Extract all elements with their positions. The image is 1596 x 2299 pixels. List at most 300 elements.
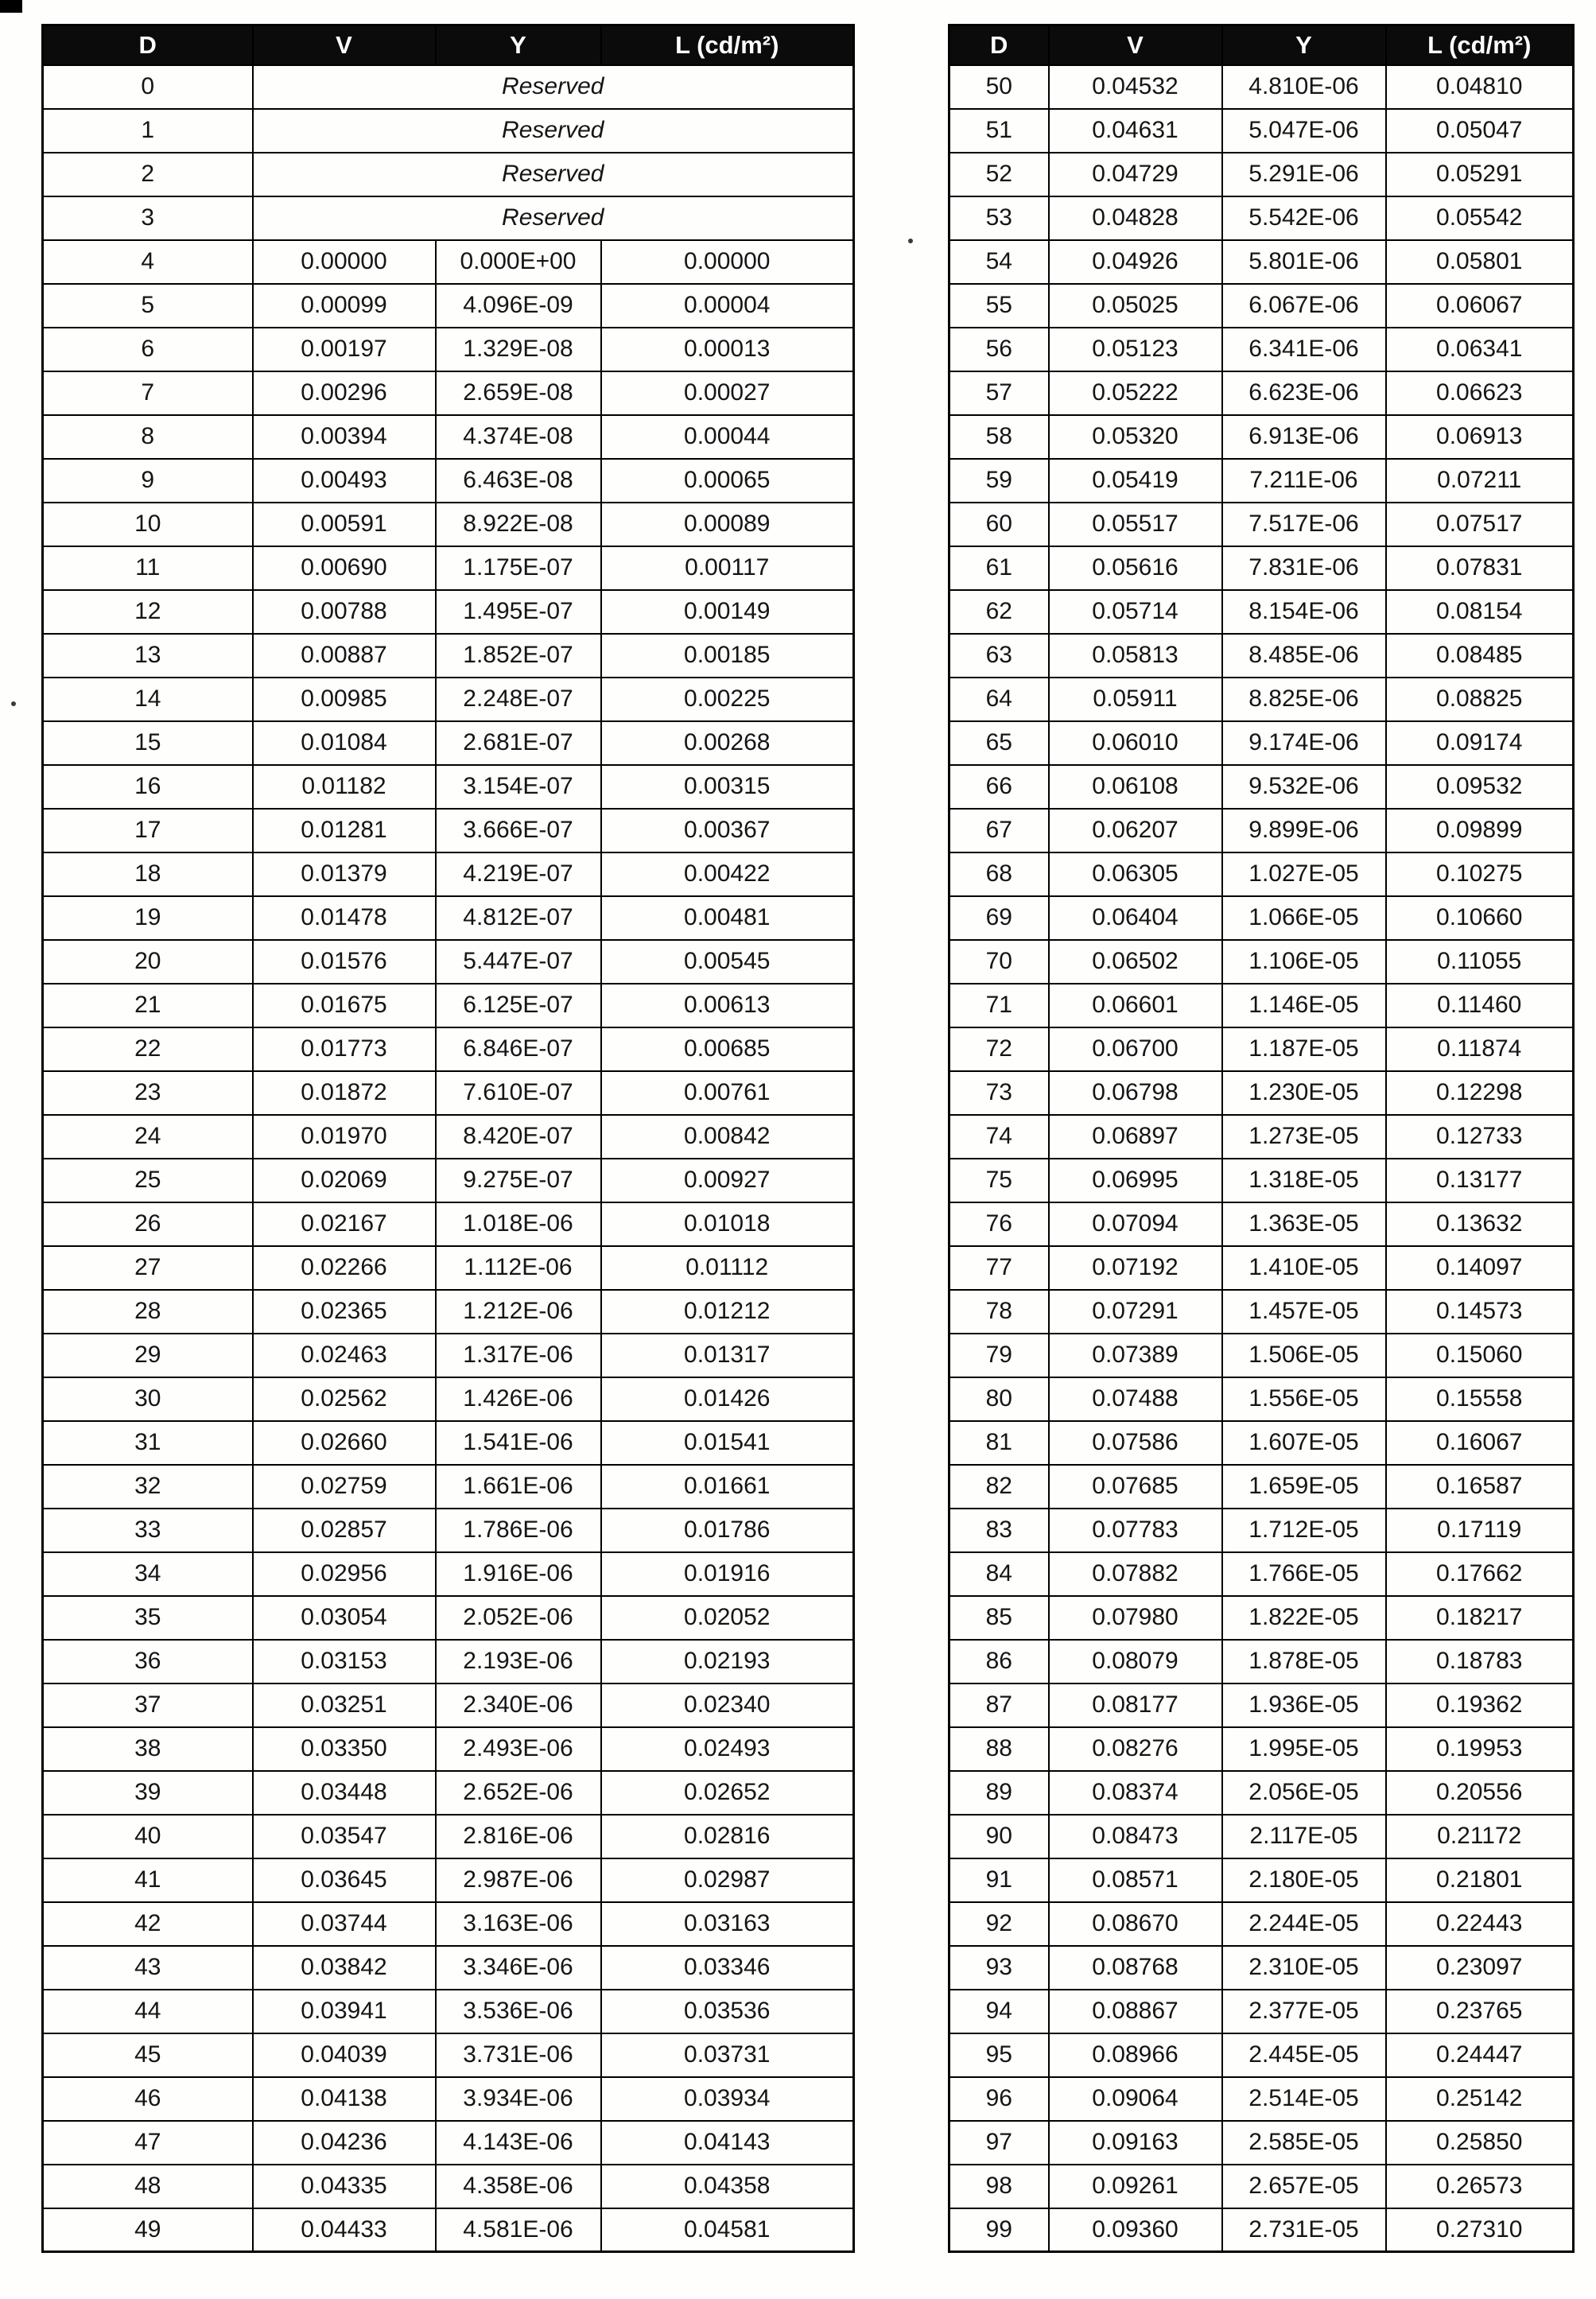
table-row [43, 503, 854, 546]
table-row [43, 1990, 854, 2033]
table-row [43, 1159, 854, 1202]
cell-v: 0.02857 [253, 1509, 436, 1552]
table-row [43, 1858, 854, 1902]
cell-y: 7.831E-06 [1222, 546, 1386, 590]
table-row [949, 1552, 1574, 1596]
table-row [43, 196, 854, 240]
cell-v: 0.02167 [253, 1202, 436, 1246]
cell-v: 0.05222 [1049, 371, 1222, 415]
cell-code: 29 [43, 1334, 253, 1377]
cell-v: 0.05123 [1049, 328, 1222, 371]
cell-code: 89 [949, 1771, 1049, 1815]
cell-y: 8.922E-08 [436, 503, 601, 546]
cell-luminance: 0.05047 [1386, 109, 1574, 153]
cell-luminance: 0.05801 [1386, 240, 1574, 284]
cell-luminance: 0.05291 [1386, 153, 1574, 196]
cell-luminance: 0.03934 [601, 2077, 854, 2121]
table-row [949, 415, 1574, 459]
cell-v: 0.04039 [253, 2033, 436, 2077]
cell-y: 5.047E-06 [1222, 109, 1386, 153]
cell-luminance: 0.04143 [601, 2121, 854, 2165]
cell-code: 18 [43, 852, 253, 896]
cell-v: 0.06897 [1049, 1115, 1222, 1159]
cell-luminance: 0.00613 [601, 984, 854, 1027]
cell-y: 1.936E-05 [1222, 1683, 1386, 1727]
cell-y: 8.154E-06 [1222, 590, 1386, 634]
cell-y: 3.154E-07 [436, 765, 601, 809]
cell-code: 84 [949, 1552, 1049, 1596]
cell-v: 0.03251 [253, 1683, 436, 1727]
cell-code: 48 [43, 2165, 253, 2208]
cell-v: 0.07389 [1049, 1334, 1222, 1377]
cell-luminance: 0.09532 [1386, 765, 1574, 809]
cell-y: 1.230E-05 [1222, 1071, 1386, 1115]
cell-y: 8.485E-06 [1222, 634, 1386, 678]
cell-code: 85 [949, 1596, 1049, 1640]
cell-v: 0.06995 [1049, 1159, 1222, 1202]
table-row [43, 153, 854, 196]
cell-v: 0.05813 [1049, 634, 1222, 678]
table-row [949, 1290, 1574, 1334]
cell-code: 4 [43, 240, 253, 284]
cell-v: 0.01182 [253, 765, 436, 809]
cell-luminance: 0.00044 [601, 415, 854, 459]
table-row [949, 1902, 1574, 1946]
table-row [949, 1334, 1574, 1377]
table-row [949, 1202, 1574, 1246]
cell-luminance: 0.02193 [601, 1640, 854, 1683]
cell-y: 1.318E-05 [1222, 1159, 1386, 1202]
table-row [43, 371, 854, 415]
cell-code: 59 [949, 459, 1049, 503]
cell-luminance: 0.07517 [1386, 503, 1574, 546]
cell-code: 32 [43, 1465, 253, 1509]
cell-y: 2.657E-05 [1222, 2165, 1386, 2208]
cell-code: 22 [43, 1027, 253, 1071]
cell-luminance: 0.00761 [601, 1071, 854, 1115]
cell-code: 47 [43, 2121, 253, 2165]
cell-y: 1.556E-05 [1222, 1377, 1386, 1421]
cell-v: 0.06601 [1049, 984, 1222, 1027]
cell-v: 0.07980 [1049, 1596, 1222, 1640]
table-row [949, 1990, 1574, 2033]
cell-v: 0.01872 [253, 1071, 436, 1115]
cell-v: 0.03842 [253, 1946, 436, 1990]
cell-v: 0.01576 [253, 940, 436, 984]
cell-code: 97 [949, 2121, 1049, 2165]
cell-v: 0.00985 [253, 678, 436, 721]
cell-v: 0.01478 [253, 896, 436, 940]
cell-code: 72 [949, 1027, 1049, 1071]
cell-y: 2.340E-06 [436, 1683, 601, 1727]
cell-luminance: 0.01426 [601, 1377, 854, 1421]
table-row [949, 809, 1574, 852]
cell-luminance: 0.00149 [601, 590, 854, 634]
cell-v: 0.01675 [253, 984, 436, 1027]
cell-luminance: 0.22443 [1386, 1902, 1574, 1946]
cell-y: 3.163E-06 [436, 1902, 601, 1946]
cell-v: 0.06404 [1049, 896, 1222, 940]
cell-y: 2.493E-06 [436, 1727, 601, 1771]
cell-v: 0.04532 [1049, 65, 1222, 109]
cell-luminance: 0.26573 [1386, 2165, 1574, 2208]
cell-code: 37 [43, 1683, 253, 1727]
table-row [949, 1159, 1574, 1202]
cell-code: 98 [949, 2165, 1049, 2208]
cell-y: 1.317E-06 [436, 1334, 601, 1377]
cell-v: 0.06010 [1049, 721, 1222, 765]
cell-v: 0.05911 [1049, 678, 1222, 721]
cell-v: 0.01084 [253, 721, 436, 765]
cell-v: 0.08473 [1049, 1815, 1222, 1858]
table-row [43, 1946, 854, 1990]
table-row [949, 1115, 1574, 1159]
table-head [43, 25, 854, 65]
cell-v: 0.04335 [253, 2165, 436, 2208]
code-table-left [41, 24, 855, 2253]
cell-luminance: 0.01786 [601, 1509, 854, 1552]
table-row [949, 1421, 1574, 1465]
cell-luminance: 0.25850 [1386, 2121, 1574, 2165]
cell-code: 95 [949, 2033, 1049, 2077]
cell-luminance: 0.16067 [1386, 1421, 1574, 1465]
cell-y: 9.174E-06 [1222, 721, 1386, 765]
table-row [43, 809, 854, 852]
table-row [949, 1509, 1574, 1552]
cell-code: 39 [43, 1771, 253, 1815]
cell-v: 0.03350 [253, 1727, 436, 1771]
cell-code: 70 [949, 940, 1049, 984]
cell-code: 2 [43, 153, 253, 196]
cell-code: 52 [949, 153, 1049, 196]
cell-luminance: 0.06913 [1386, 415, 1574, 459]
cell-code: 74 [949, 1115, 1049, 1159]
cell-y: 2.052E-06 [436, 1596, 601, 1640]
cell-v: 0.02365 [253, 1290, 436, 1334]
cell-v: 0.03153 [253, 1640, 436, 1683]
cell-code: 3 [43, 196, 253, 240]
cell-code: 80 [949, 1377, 1049, 1421]
cell-code: 90 [949, 1815, 1049, 1858]
cell-luminance: 0.00065 [601, 459, 854, 503]
table-row [949, 2165, 1574, 2208]
table-row [43, 109, 854, 153]
table-row [43, 634, 854, 678]
cell-y: 6.341E-06 [1222, 328, 1386, 371]
cell-code: 0 [43, 65, 253, 109]
cell-code: 94 [949, 1990, 1049, 2033]
table-row [43, 1640, 854, 1683]
table-row [949, 1683, 1574, 1727]
cell-v: 0.09360 [1049, 2208, 1222, 2252]
table-row [43, 1246, 854, 1290]
cell-y: 9.532E-06 [1222, 765, 1386, 809]
cell-v: 0.00394 [253, 415, 436, 459]
cell-y: 4.096E-09 [436, 284, 601, 328]
cell-y: 6.913E-06 [1222, 415, 1386, 459]
cell-code: 60 [949, 503, 1049, 546]
cell-code: 15 [43, 721, 253, 765]
cell-code: 8 [43, 415, 253, 459]
cell-luminance: 0.06623 [1386, 371, 1574, 415]
cell-y: 4.812E-07 [436, 896, 601, 940]
cell-y: 2.310E-05 [1222, 1946, 1386, 1990]
cell-v: 0.02463 [253, 1334, 436, 1377]
cell-code: 17 [43, 809, 253, 852]
cell-luminance: 0.17119 [1386, 1509, 1574, 1552]
cell-y: 1.457E-05 [1222, 1290, 1386, 1334]
cell-y: 2.731E-05 [1222, 2208, 1386, 2252]
cell-code: 51 [949, 109, 1049, 153]
cell-y: 4.358E-06 [436, 2165, 601, 2208]
cell-luminance: 0.18783 [1386, 1640, 1574, 1683]
cell-luminance: 0.15060 [1386, 1334, 1574, 1377]
luminance-code-tables [41, 24, 1575, 2253]
table-row [949, 1027, 1574, 1071]
cell-luminance: 0.15558 [1386, 1377, 1574, 1421]
table-row [949, 1071, 1574, 1115]
cell-luminance: 0.21172 [1386, 1815, 1574, 1858]
column-header-l: L (cd/m²) [1386, 25, 1574, 65]
cell-v: 0.07783 [1049, 1509, 1222, 1552]
cell-v: 0.05714 [1049, 590, 1222, 634]
cell-luminance: 0.01661 [601, 1465, 854, 1509]
cell-luminance: 0.00367 [601, 809, 854, 852]
cell-code: 26 [43, 1202, 253, 1246]
cell-v: 0.07882 [1049, 1552, 1222, 1596]
cell-v: 0.01773 [253, 1027, 436, 1071]
cell-v: 0.06207 [1049, 809, 1222, 852]
cell-v: 0.05419 [1049, 459, 1222, 503]
table-row [43, 2077, 854, 2121]
cell-v: 0.00788 [253, 590, 436, 634]
table-row [949, 328, 1574, 371]
table-row [43, 240, 854, 284]
cell-luminance: 0.03346 [601, 1946, 854, 1990]
cell-y: 4.810E-06 [1222, 65, 1386, 109]
cell-luminance: 0.06341 [1386, 328, 1574, 371]
cell-v: 0.02266 [253, 1246, 436, 1290]
cell-luminance: 0.00927 [601, 1159, 854, 1202]
cell-y: 2.652E-06 [436, 1771, 601, 1815]
cell-luminance: 0.06067 [1386, 284, 1574, 328]
cell-code: 92 [949, 1902, 1049, 1946]
cell-luminance: 0.00185 [601, 634, 854, 678]
cell-y: 1.661E-06 [436, 1465, 601, 1509]
cell-luminance: 0.02493 [601, 1727, 854, 1771]
table-row [43, 1727, 854, 1771]
cell-luminance: 0.14097 [1386, 1246, 1574, 1290]
cell-y: 1.822E-05 [1222, 1596, 1386, 1640]
cell-code: 7 [43, 371, 253, 415]
table-row [43, 1027, 854, 1071]
cell-luminance: 0.08154 [1386, 590, 1574, 634]
cell-luminance: 0.12733 [1386, 1115, 1574, 1159]
cell-code: 10 [43, 503, 253, 546]
table-body [43, 65, 854, 2252]
cell-y: 1.175E-07 [436, 546, 601, 590]
table-row [43, 1465, 854, 1509]
cell-luminance: 0.10275 [1386, 852, 1574, 896]
cell-y: 2.445E-05 [1222, 2033, 1386, 2077]
table-row [43, 1202, 854, 1246]
cell-luminance: 0.07831 [1386, 546, 1574, 590]
cell-v: 0.00887 [253, 634, 436, 678]
cell-luminance: 0.02052 [601, 1596, 854, 1640]
cell-reserved: Reserved [253, 153, 854, 196]
table-row [43, 1377, 854, 1421]
cell-y: 1.106E-05 [1222, 940, 1386, 984]
cell-v: 0.03645 [253, 1858, 436, 1902]
table-row [949, 196, 1574, 240]
cell-v: 0.02069 [253, 1159, 436, 1202]
cell-y: 2.681E-07 [436, 721, 601, 765]
cell-code: 42 [43, 1902, 253, 1946]
cell-v: 0.05025 [1049, 284, 1222, 328]
cell-code: 66 [949, 765, 1049, 809]
cell-code: 78 [949, 1290, 1049, 1334]
cell-code: 25 [43, 1159, 253, 1202]
cell-luminance: 0.00685 [601, 1027, 854, 1071]
cell-y: 1.410E-05 [1222, 1246, 1386, 1290]
cell-code: 65 [949, 721, 1049, 765]
cell-code: 62 [949, 590, 1049, 634]
scan-corner-artifact [0, 0, 22, 13]
cell-y: 1.712E-05 [1222, 1509, 1386, 1552]
cell-v: 0.02956 [253, 1552, 436, 1596]
cell-code: 68 [949, 852, 1049, 896]
cell-v: 0.02660 [253, 1421, 436, 1465]
cell-luminance: 0.01018 [601, 1202, 854, 1246]
cell-y: 2.816E-06 [436, 1815, 601, 1858]
cell-luminance: 0.17662 [1386, 1552, 1574, 1596]
cell-code: 69 [949, 896, 1049, 940]
table-row [949, 1246, 1574, 1290]
cell-code: 56 [949, 328, 1049, 371]
cell-code: 99 [949, 2208, 1049, 2252]
cell-code: 43 [43, 1946, 253, 1990]
cell-v: 0.09163 [1049, 2121, 1222, 2165]
cell-v: 0.08670 [1049, 1902, 1222, 1946]
column-header-y: Y [436, 25, 601, 65]
cell-luminance: 0.02816 [601, 1815, 854, 1858]
cell-y: 6.125E-07 [436, 984, 601, 1027]
cell-y: 6.846E-07 [436, 1027, 601, 1071]
cell-y: 1.027E-05 [1222, 852, 1386, 896]
table-row [43, 590, 854, 634]
table-header-row [43, 25, 854, 65]
cell-code: 45 [43, 2033, 253, 2077]
cell-v: 0.04236 [253, 2121, 436, 2165]
cell-code: 91 [949, 1858, 1049, 1902]
table-row [949, 1596, 1574, 1640]
table-row [949, 678, 1574, 721]
table-row [949, 984, 1574, 1027]
cell-y: 1.495E-07 [436, 590, 601, 634]
cell-luminance: 0.00013 [601, 328, 854, 371]
cell-y: 2.180E-05 [1222, 1858, 1386, 1902]
cell-code: 73 [949, 1071, 1049, 1115]
cell-luminance: 0.21801 [1386, 1858, 1574, 1902]
cell-y: 1.187E-05 [1222, 1027, 1386, 1071]
cell-v: 0.06798 [1049, 1071, 1222, 1115]
cell-v: 0.04828 [1049, 196, 1222, 240]
cell-code: 9 [43, 459, 253, 503]
cell-y: 9.275E-07 [436, 1159, 601, 1202]
cell-v: 0.00197 [253, 328, 436, 371]
table-row [949, 896, 1574, 940]
cell-y: 1.852E-07 [436, 634, 601, 678]
cell-y: 2.987E-06 [436, 1858, 601, 1902]
cell-luminance: 0.09899 [1386, 809, 1574, 852]
cell-code: 50 [949, 65, 1049, 109]
cell-luminance: 0.00225 [601, 678, 854, 721]
cell-y: 5.542E-06 [1222, 196, 1386, 240]
table-header-row [949, 25, 1574, 65]
cell-luminance: 0.12298 [1386, 1071, 1574, 1115]
cell-luminance: 0.01317 [601, 1334, 854, 1377]
table-row [43, 984, 854, 1027]
table-row [949, 1377, 1574, 1421]
table-row [949, 1815, 1574, 1858]
table-row [43, 852, 854, 896]
cell-code: 38 [43, 1727, 253, 1771]
cell-luminance: 0.03536 [601, 1990, 854, 2033]
cell-y: 1.363E-05 [1222, 1202, 1386, 1246]
cell-y: 6.463E-08 [436, 459, 601, 503]
cell-y: 1.506E-05 [1222, 1334, 1386, 1377]
column-header-l: L (cd/m²) [601, 25, 854, 65]
cell-y: 6.067E-06 [1222, 284, 1386, 328]
cell-v: 0.08571 [1049, 1858, 1222, 1902]
table-row [949, 2077, 1574, 2121]
cell-luminance: 0.19362 [1386, 1683, 1574, 1727]
table-head [949, 25, 1574, 65]
cell-y: 3.666E-07 [436, 809, 601, 852]
table-row [43, 1115, 854, 1159]
cell-v: 0.09261 [1049, 2165, 1222, 2208]
table-row [43, 1421, 854, 1465]
cell-v: 0.00000 [253, 240, 436, 284]
cell-v: 0.00690 [253, 546, 436, 590]
cell-luminance: 0.04358 [601, 2165, 854, 2208]
cell-luminance: 0.00089 [601, 503, 854, 546]
cell-reserved: Reserved [253, 65, 854, 109]
code-table-right [948, 24, 1575, 2253]
table-row [949, 634, 1574, 678]
cell-code: 33 [43, 1509, 253, 1552]
table-row [949, 2033, 1574, 2077]
table-row [43, 940, 854, 984]
cell-y: 1.878E-05 [1222, 1640, 1386, 1683]
cell-v: 0.08867 [1049, 1990, 1222, 2033]
cell-y: 1.916E-06 [436, 1552, 601, 1596]
table-row [43, 721, 854, 765]
cell-luminance: 0.13177 [1386, 1159, 1574, 1202]
cell-y: 8.420E-07 [436, 1115, 601, 1159]
cell-code: 77 [949, 1246, 1049, 1290]
cell-v: 0.00591 [253, 503, 436, 546]
table-row [949, 721, 1574, 765]
cell-luminance: 0.24447 [1386, 2033, 1574, 2077]
cell-code: 44 [43, 1990, 253, 2033]
cell-code: 34 [43, 1552, 253, 1596]
cell-y: 6.623E-06 [1222, 371, 1386, 415]
cell-luminance: 0.14573 [1386, 1290, 1574, 1334]
cell-v: 0.09064 [1049, 2077, 1222, 2121]
table-row [43, 459, 854, 503]
table-row [43, 1683, 854, 1727]
